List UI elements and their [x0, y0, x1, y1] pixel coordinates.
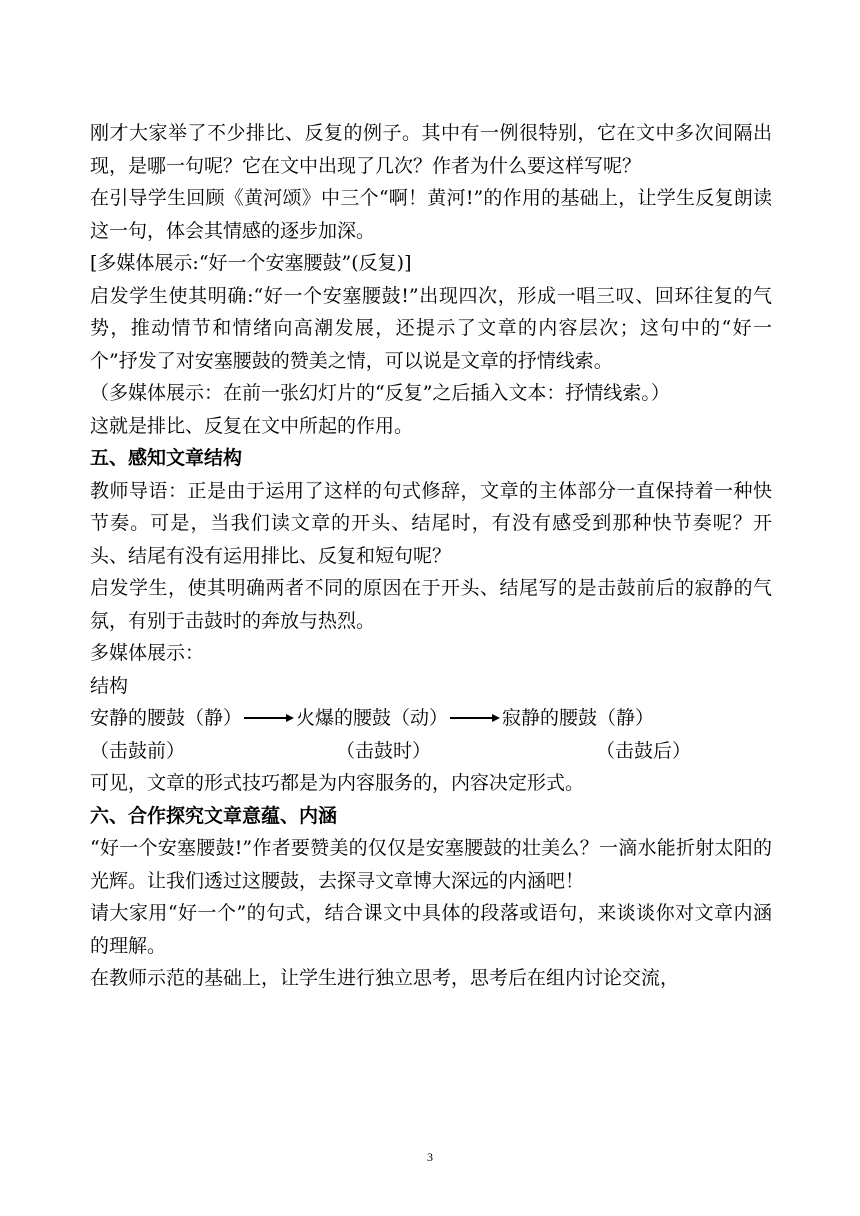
paragraph: “好一个安塞腰鼓!”作者要赞美的仅仅是安塞腰鼓的壮美么？一滴水能折射太阳的光辉。让我们透过这腰鼓，去探寻文章博大深远的内涵吧！ — [90, 837, 772, 892]
section-heading-6: 六、合作探究文章意蕴、内涵 — [90, 804, 338, 827]
multimedia-note: （多媒体展示：在前一张幻灯片的“反复”之后插入文本：抒情线索。） — [90, 382, 670, 404]
arrow-right-icon — [244, 714, 294, 722]
paragraph: 可见，文章的形式技巧都是为内容服务的，内容决定形式。 — [90, 772, 585, 794]
flow-note-2: （击鼓时） — [336, 739, 432, 762]
structure-flow-notes — [90, 735, 772, 768]
paragraph: 请大家用“好一个”的句式，结合课文中具体的段落或语句，来谈谈你对文章内涵的理解。 — [90, 902, 772, 957]
arrow-right-icon — [450, 714, 500, 722]
paragraph: 启发学生使其明确:“好一个安塞腰鼓!”出现四次，形成一唱三叹、回环往复的气势，推动情节和情绪向高潮发展，还提示了文章的内容层次；这句中的“好一个”抒发了对安塞腰鼓的赞美之情，可以说是文章的抒情线索。 — [90, 284, 772, 372]
flow-stage-3: 寂静的腰鼓（静） — [502, 707, 655, 729]
flow-note-1: （击鼓前） — [90, 739, 186, 762]
paragraph: 启发学生，使其明确两者不同的原因在于开头、结尾写的是击鼓前后的寂静的气氛，有别于击鼓时的奔放与热烈。 — [90, 577, 772, 632]
page-body — [90, 117, 772, 995]
flow-note-3: （击鼓后） — [596, 739, 692, 762]
paragraph: 教师导语：正是由于运用了这样的句式修辞，文章的主体部分一直保持着一种快节奏。可是，当我们读文章的开头、结尾时，有没有感受到那种快节奏呢？开头、结尾有没有运用排比、反复和短句呢？ — [90, 479, 772, 567]
paragraph: 这就是排比、反复在文中所起的作用。 — [90, 414, 414, 437]
section-heading-5: 五、感知文章结构 — [90, 447, 243, 469]
flow-stage-2: 火爆的腰鼓（动） — [296, 707, 449, 729]
paragraph: 刚才大家举了不少排比、反复的例子。其中有一例很特别，它在文中多次间隔出现，是哪一句呢？它在文中出现了几次？作者为什么要这样写呢？ — [90, 122, 772, 177]
paragraph: 在引导学生回顾《黄河颂》中三个“啊！黄河!”的作用的基础上，让学生反复朗读这一句，体会其情感的逐步加深。 — [90, 187, 772, 242]
structure-flow — [90, 702, 772, 735]
page-number: 3 — [427, 1150, 433, 1164]
paragraph: 多媒体展示： — [90, 642, 205, 664]
paragraph: 结构 — [90, 674, 129, 697]
paragraph: 在教师示范的基础上，让学生进行独立思考，思考后在组内讨论交流， — [90, 967, 680, 989]
flow-stage-1: 安静的腰鼓（静） — [90, 707, 243, 729]
multimedia-note: [多媒体展示:“好一个安塞腰鼓”(反复)] — [90, 252, 412, 274]
